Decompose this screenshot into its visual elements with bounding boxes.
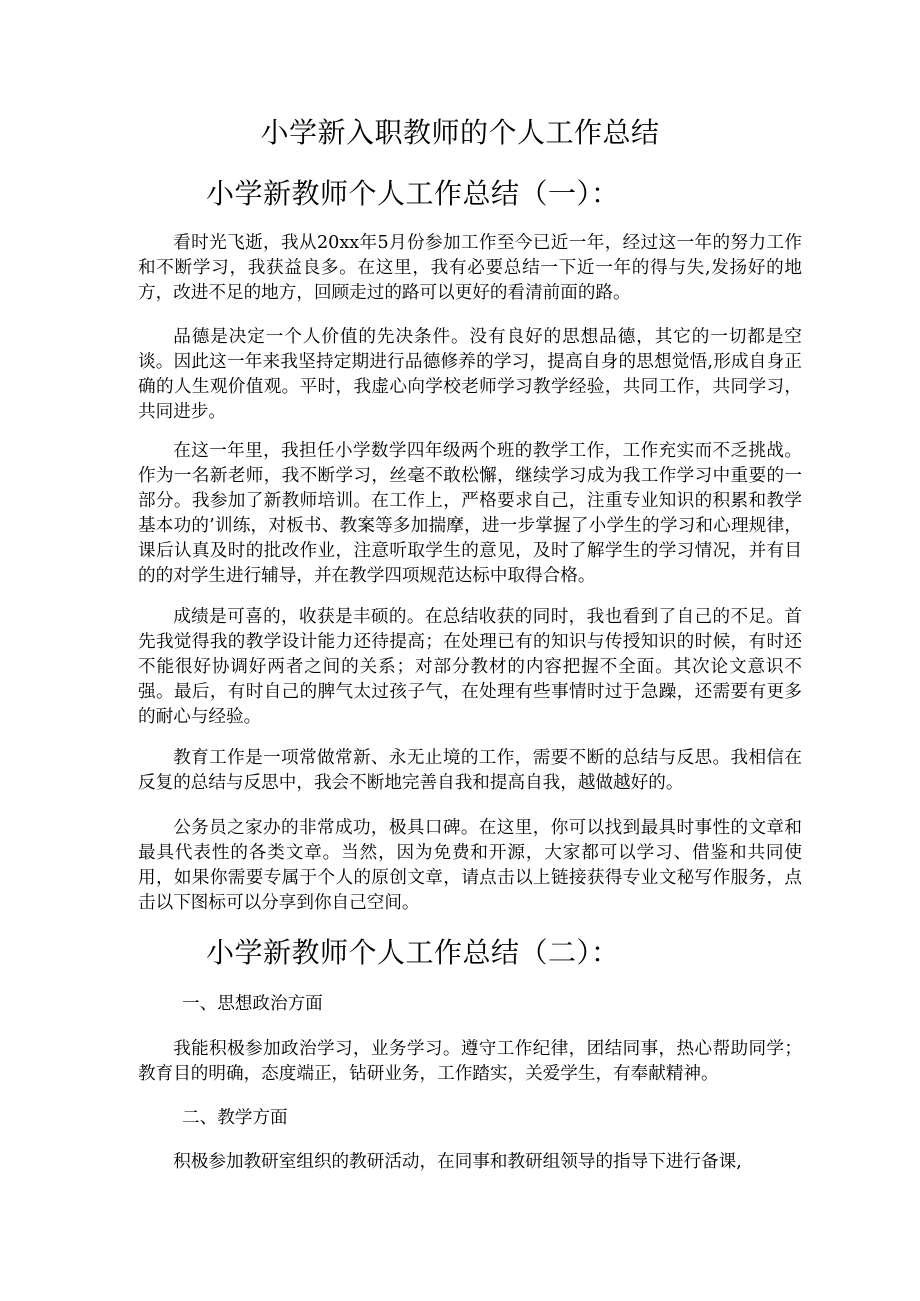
section-heading-two: 小学新教师个人工作总结（二）：	[206, 936, 620, 969]
paragraph: 成绩是可喜的，收获是丰硕的。在总结收获的同时，我也看到了自己的不足。首先我觉得我的教学设计能力还待提高；在处理已有的知识与传授知识的时候，有时还不能很好协调好两者之间的关系；对部分教材的内容把握不全面。其次论文意识不强。最后，有时自己的脾气太过孩子气，在处理有些事情时过于急躁，还需要有更多的耐心与经验。	[138, 607, 802, 727]
sub-heading-politics: 一、思想政治方面	[182, 994, 323, 1014]
paragraph: 积极参加教研室组织的教研活动，在同事和教研组领导的指导下进行备课,	[173, 1152, 742, 1172]
paragraph: 在这一年里，我担任小学数学四年级两个班的教学工作，工作充实而不乏挑战。作为一名新老师，我不断学习，丝毫不敢松懈，继续学习成为我工作学习中重要的一部分。我参加了新教师培训。在工作上，严格要求自己，注重专业知识的积累和教学基本功的’训练，对板书、教案等多加揣摩，进一步掌握了小学生的学习和心理规律，课后认真及时的批改作业，注意听取学生的意见，及时了解学生的学习情况，并有目的的对学生进行辅导，并在教学四项规范达标中取得合格。	[138, 441, 802, 586]
paragraph: 看时光飞逝，我从20xx年5月份参加工作至今已近一年，经过这一年的努力工作和不断学习，我获益良多。在这里，我有必要总结一下近一年的得与失,发扬好的地方，改进不足的地方，回顾走过的路可以更好的看清前面的路。	[138, 233, 802, 303]
paragraph: 品德是决定一个人价值的先决条件。没有良好的思想品德，其它的一切都是空谈。因此这一年来我坚持定期进行品德修养的学习，提高自身的思想觉悟,形成自身正确的人生观价值观。平时，我虚心向学校老师学习教学经验，共同工作，共同学习，共同进步。	[138, 327, 802, 422]
document-title: 小学新入职教师的个人工作总结	[260, 116, 660, 149]
paragraph: 教育工作是一项常做常新、永无止境的工作，需要不断的总结与反思。我相信在反复的总结与反思中，我会不断地完善自我和提高自我，越做越好的。	[138, 748, 802, 793]
sub-heading-teaching: 二、教学方面	[182, 1108, 288, 1128]
paragraph: 我能积极参加政治学习，业务学习。遵守工作纪律，团结同事，热心帮助同学；教育目的明确，态度端正，钻研业务，工作踏实，关爱学生，有奉献精神。	[138, 1039, 802, 1084]
paragraph: 公务员之家办的非常成功，极具口碑。在这里，你可以找到最具时事性的文章和最具代表性的各类文章。当然，因为免费和开源，大家都可以学习、借鉴和共同使用，如果你需要专属于个人的原创文章，请点击以上链接获得专业文秘写作服务，点击以下图标可以分享到你自己空间。	[138, 818, 802, 913]
section-heading-one: 小学新教师个人工作总结（一）：	[206, 177, 620, 210]
